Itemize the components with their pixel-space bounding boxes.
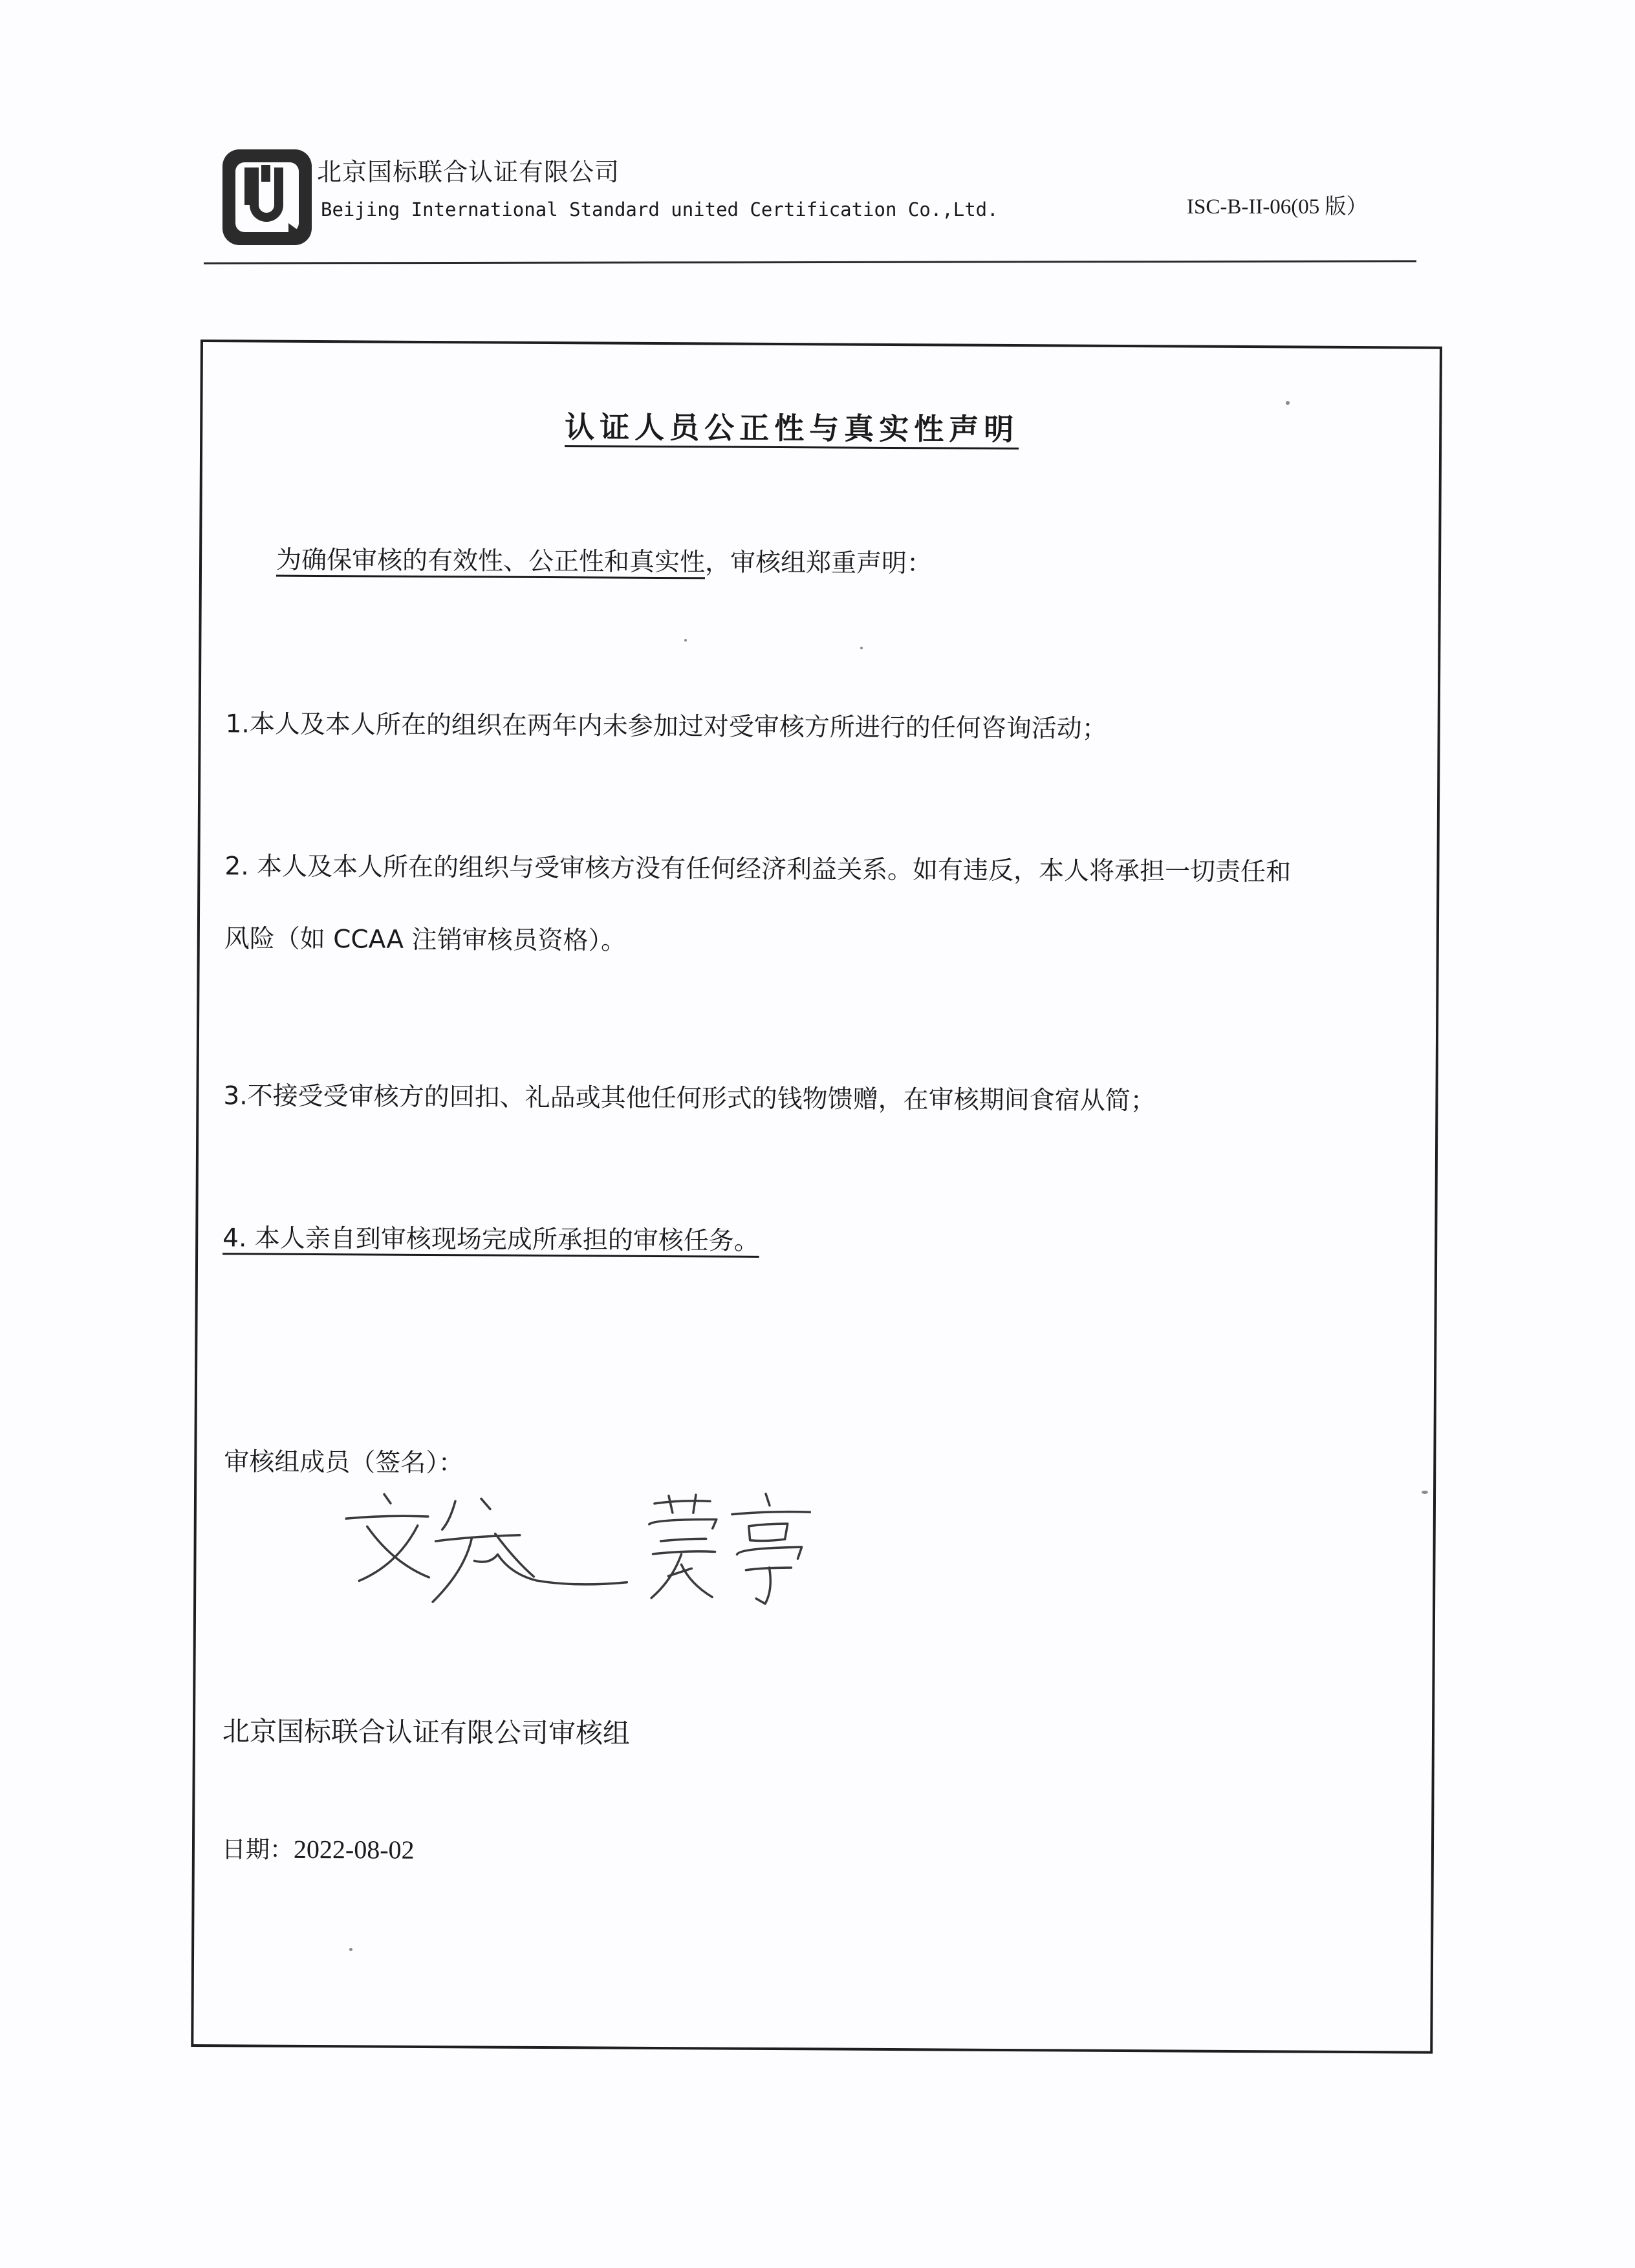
- company-name-cn: 北京国标联合认证有限公司: [317, 158, 620, 186]
- document-title: 认证人员公正性与真实性声明: [565, 409, 1019, 448]
- scan-speck: [684, 639, 687, 642]
- scan-speck: [1422, 1491, 1428, 1494]
- intro-rest-text: ，审核组郑重声明：: [704, 548, 933, 579]
- statement-item-2: 2. 本人及本人所在的组织与受审核方没有任何经济利益关系。如有违反，本人将承担一切责任和: [224, 852, 1292, 887]
- scan-speck: [349, 1948, 352, 1951]
- statement-item-3: 3.不接受受审核方的回扣、礼品或其他任何形式的钱物馈赠，在审核期间食宿从简；: [223, 1081, 1156, 1116]
- statement-item-2-continued: 风险（如 CCAA 注销审核员资格）。: [224, 924, 627, 956]
- statement-item-4: 4. 本人亲自到审核现场完成所承担的审核任务。: [222, 1224, 759, 1256]
- company-name-en: Beijing International Standard united Certification Co.,Ltd.: [321, 199, 999, 221]
- isc-logo-icon: [219, 146, 316, 249]
- date-value: 2022-08-02: [293, 1834, 415, 1864]
- scan-speck: [1286, 401, 1290, 405]
- document-code: ISC-B-II-06(05 版）: [1187, 195, 1368, 219]
- scan-speck: [860, 647, 863, 649]
- intro-underlined-text: 为确保审核的有效性、公正性和真实性: [276, 545, 706, 578]
- date-label: 日期：: [221, 1835, 294, 1864]
- statement-frame: [191, 340, 1442, 2054]
- statement-intro: [276, 540, 932, 580]
- date-line: [222, 1830, 415, 1866]
- statement-item-1: 1.本人及本人所在的组织在两年内未参加过对受审核方所进行的任何咨询活动；: [225, 709, 1108, 744]
- letterhead: [213, 139, 1416, 268]
- handwritten-signature: [345, 1487, 811, 1613]
- audit-group-name: 北京国标联合认证有限公司审核组: [222, 1715, 631, 1749]
- signature-label: 审核组成员（签名）：: [224, 1447, 464, 1478]
